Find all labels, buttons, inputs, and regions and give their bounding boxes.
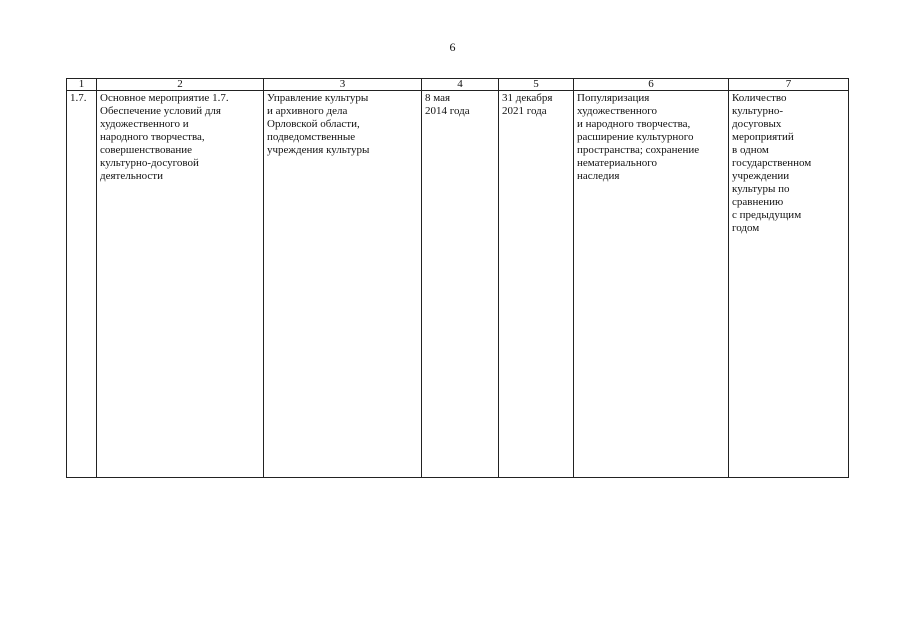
column-number: 2 (97, 79, 264, 91)
column-number: 1 (67, 79, 97, 91)
start-date-cell: 8 мая 2014 года (422, 91, 499, 478)
indicator-cell: Количество культурно- досуговых мероприятий в одном государственном учреждении культуры по сравнению с предыдущим годом (729, 91, 849, 478)
column-number: 7 (729, 79, 849, 91)
executor-cell: Управление культуры и архивного дела Орловской области, подведомственные учреждения культуры (264, 91, 422, 478)
expected-result-cell: Популяризация художественного и народного творчества, расширение культурного пространства; сохранение нематериального наследия (574, 91, 729, 478)
table-row (67, 91, 849, 478)
column-number: 4 (422, 79, 499, 91)
row-number-cell: 1.7. (67, 91, 97, 478)
column-number: 3 (264, 79, 422, 91)
column-number: 5 (499, 79, 574, 91)
page-number: 6 (449, 40, 456, 54)
column-number: 6 (574, 79, 729, 91)
column-number-row (67, 79, 849, 91)
end-date-cell: 31 декабря 2021 года (499, 91, 574, 478)
measures-table (66, 78, 849, 478)
measure-name-cell: Основное мероприятие 1.7. Обеспечение условий для художественного и народного творчества, совершенствование культурно-досуговой деятельности (97, 91, 264, 478)
